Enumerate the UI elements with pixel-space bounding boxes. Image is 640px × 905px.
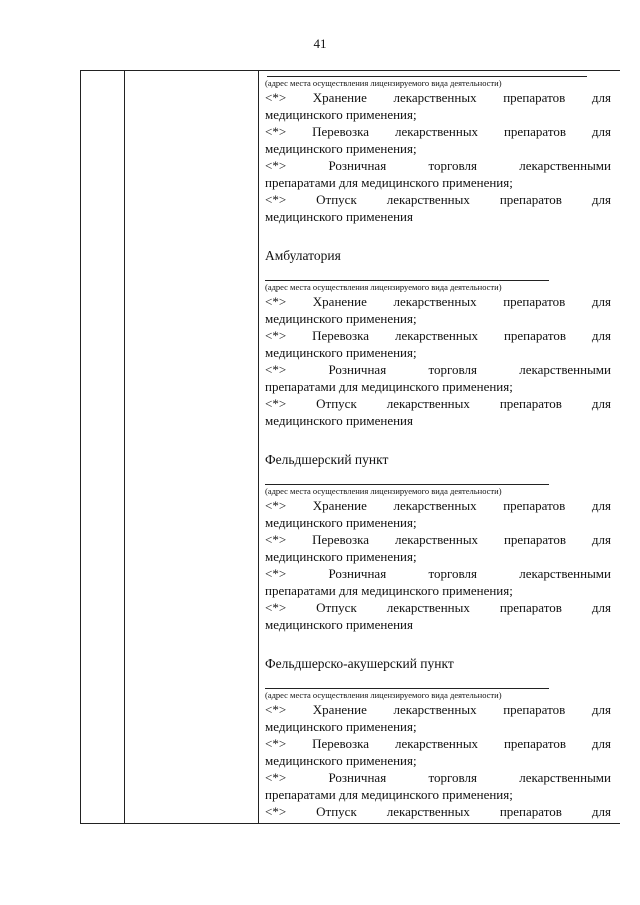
activity-continuation: препаратами для медицинского применения; bbox=[265, 379, 513, 394]
activity-word: препаратов bbox=[503, 124, 566, 139]
activity-word: Розничная bbox=[328, 566, 387, 581]
activity-word: препаратов bbox=[499, 600, 562, 615]
activity-word: Перевозка bbox=[312, 532, 370, 547]
activity-word: лекарственных bbox=[393, 90, 477, 105]
activity-continuation: препаратами для медицинского применения; bbox=[265, 787, 513, 802]
footnote-marker: <*> bbox=[265, 498, 287, 513]
activity-continuation: медицинского применения; bbox=[265, 515, 417, 530]
activity-word: лекарственных bbox=[393, 498, 477, 513]
activity-word: Отпуск bbox=[316, 396, 357, 411]
facility-title: Фельдшерский пункт bbox=[265, 452, 389, 467]
activity-item bbox=[265, 191, 611, 225]
activity-word: Розничная bbox=[328, 362, 387, 377]
activity-word: для bbox=[591, 702, 611, 717]
activity-word: для bbox=[591, 294, 611, 309]
activity-word: препаратов bbox=[503, 294, 566, 309]
footnote-marker: <*> bbox=[265, 600, 287, 615]
activity-word: лекарственных bbox=[394, 124, 479, 139]
activity-word: препаратов bbox=[499, 804, 562, 819]
activity-word: препаратов bbox=[499, 192, 562, 207]
activity-word: лекарственных bbox=[393, 702, 477, 717]
footnote-marker: <*> bbox=[265, 736, 287, 751]
activity-word: препаратов bbox=[503, 328, 566, 343]
activity-word: лекарственными bbox=[519, 566, 611, 581]
activity-continuation: медицинского применения bbox=[265, 617, 413, 632]
activity-word: Хранение bbox=[312, 498, 367, 513]
footnote-marker: <*> bbox=[265, 158, 287, 173]
activity-item bbox=[265, 735, 611, 769]
activity-item bbox=[265, 327, 611, 361]
activity-word: лекарственными bbox=[519, 362, 611, 377]
footnote-marker: <*> bbox=[265, 566, 287, 581]
footnote-marker: <*> bbox=[265, 770, 287, 785]
activity-word: Хранение bbox=[312, 90, 367, 105]
activity-word: лекарственных bbox=[386, 192, 470, 207]
footnote-marker: <*> bbox=[265, 124, 287, 139]
footnote-marker: <*> bbox=[265, 192, 287, 207]
column-divider bbox=[124, 71, 125, 823]
activity-item bbox=[265, 497, 611, 531]
activity-word: Отпуск bbox=[316, 192, 357, 207]
activity-list bbox=[265, 497, 611, 633]
footnote-marker: <*> bbox=[265, 804, 287, 819]
activity-word: лекарственными bbox=[519, 158, 611, 173]
activity-item bbox=[265, 565, 611, 599]
activity-word: лекарственных bbox=[386, 804, 470, 819]
activity-item bbox=[265, 803, 611, 820]
activity-word: торговля bbox=[428, 566, 477, 581]
address-caption: (адрес места осуществления лицензируемого вида деятельности) bbox=[265, 78, 502, 88]
activity-word: для bbox=[591, 396, 611, 411]
footnote-marker: <*> bbox=[265, 294, 287, 309]
activity-continuation: медицинского применения; bbox=[265, 719, 417, 734]
activity-continuation: медицинского применения; bbox=[265, 753, 417, 768]
footnote-marker: <*> bbox=[265, 328, 287, 343]
activity-list bbox=[265, 89, 611, 225]
activity-continuation: медицинского применения bbox=[265, 209, 413, 224]
activity-word: Розничная bbox=[328, 158, 387, 173]
activity-word: Перевозка bbox=[312, 328, 370, 343]
activity-continuation: медицинского применения; bbox=[265, 549, 417, 564]
activity-item bbox=[265, 293, 611, 327]
activity-item bbox=[265, 89, 611, 123]
activity-word: для bbox=[591, 804, 611, 819]
activity-continuation: медицинского применения; bbox=[265, 141, 417, 156]
activity-continuation: медицинского применения; bbox=[265, 311, 417, 326]
activity-item bbox=[265, 531, 611, 565]
activity-word: для bbox=[591, 532, 611, 547]
activity-continuation: медицинского применения; bbox=[265, 107, 417, 122]
address-caption: (адрес места осуществления лицензируемого вида деятельности) bbox=[265, 282, 502, 292]
activity-word: торговля bbox=[428, 362, 477, 377]
activity-word: для bbox=[591, 124, 611, 139]
footnote-marker: <*> bbox=[265, 90, 287, 105]
activity-word: для bbox=[591, 192, 611, 207]
activity-word: лекарственных bbox=[386, 396, 470, 411]
activity-continuation: препаратами для медицинского применения; bbox=[265, 175, 513, 190]
license-table bbox=[80, 70, 620, 824]
activity-word: торговля bbox=[428, 158, 477, 173]
column-divider bbox=[258, 71, 259, 823]
activity-word: препаратов bbox=[503, 736, 566, 751]
footnote-marker: <*> bbox=[265, 362, 287, 377]
activity-word: лекарственных bbox=[394, 736, 479, 751]
activity-word: Отпуск bbox=[316, 600, 357, 615]
footnote-marker: <*> bbox=[265, 702, 287, 717]
activity-item bbox=[265, 599, 611, 633]
facility-title: Амбулатория bbox=[265, 248, 341, 263]
activity-word: Хранение bbox=[312, 294, 367, 309]
activity-list bbox=[265, 293, 611, 429]
activity-word: препаратов bbox=[503, 90, 566, 105]
activity-word: препаратов bbox=[503, 532, 566, 547]
activity-item bbox=[265, 361, 611, 395]
activity-word: Перевозка bbox=[312, 124, 370, 139]
activity-list bbox=[265, 701, 611, 820]
activity-word: препаратов bbox=[503, 498, 566, 513]
activity-word: для bbox=[591, 328, 611, 343]
activity-item bbox=[265, 701, 611, 735]
activity-word: препаратов bbox=[503, 702, 566, 717]
activity-word: для bbox=[591, 736, 611, 751]
activity-word: Перевозка bbox=[312, 736, 370, 751]
activity-word: Хранение bbox=[312, 702, 367, 717]
activity-word: для bbox=[591, 498, 611, 513]
address-caption: (адрес места осуществления лицензируемого вида деятельности) bbox=[265, 486, 502, 496]
activity-word: лекарственными bbox=[519, 770, 611, 785]
activity-continuation: препаратами для медицинского применения; bbox=[265, 583, 513, 598]
activity-word: лекарственных bbox=[394, 328, 479, 343]
activity-item bbox=[265, 157, 611, 191]
activity-word: торговля bbox=[428, 770, 477, 785]
activity-word: Розничная bbox=[328, 770, 387, 785]
activity-item bbox=[265, 769, 611, 803]
footnote-marker: <*> bbox=[265, 396, 287, 411]
activity-continuation: медицинского применения bbox=[265, 413, 413, 428]
activity-item bbox=[265, 123, 611, 157]
activity-word: лекарственных bbox=[393, 294, 477, 309]
address-caption: (адрес места осуществления лицензируемого вида деятельности) bbox=[265, 690, 502, 700]
activity-word: лекарственных bbox=[394, 532, 479, 547]
activity-item bbox=[265, 395, 611, 429]
activity-word: для bbox=[591, 90, 611, 105]
footnote-marker: <*> bbox=[265, 532, 287, 547]
activity-word: лекарственных bbox=[386, 600, 470, 615]
page-number: 41 bbox=[313, 36, 327, 51]
facility-title: Фельдшерско-акушерский пункт bbox=[265, 656, 454, 671]
activity-cell bbox=[265, 76, 611, 820]
activity-word: Отпуск bbox=[316, 804, 357, 819]
activity-word: препаратов bbox=[499, 396, 562, 411]
activity-word: для bbox=[591, 600, 611, 615]
activity-continuation: медицинского применения; bbox=[265, 345, 417, 360]
